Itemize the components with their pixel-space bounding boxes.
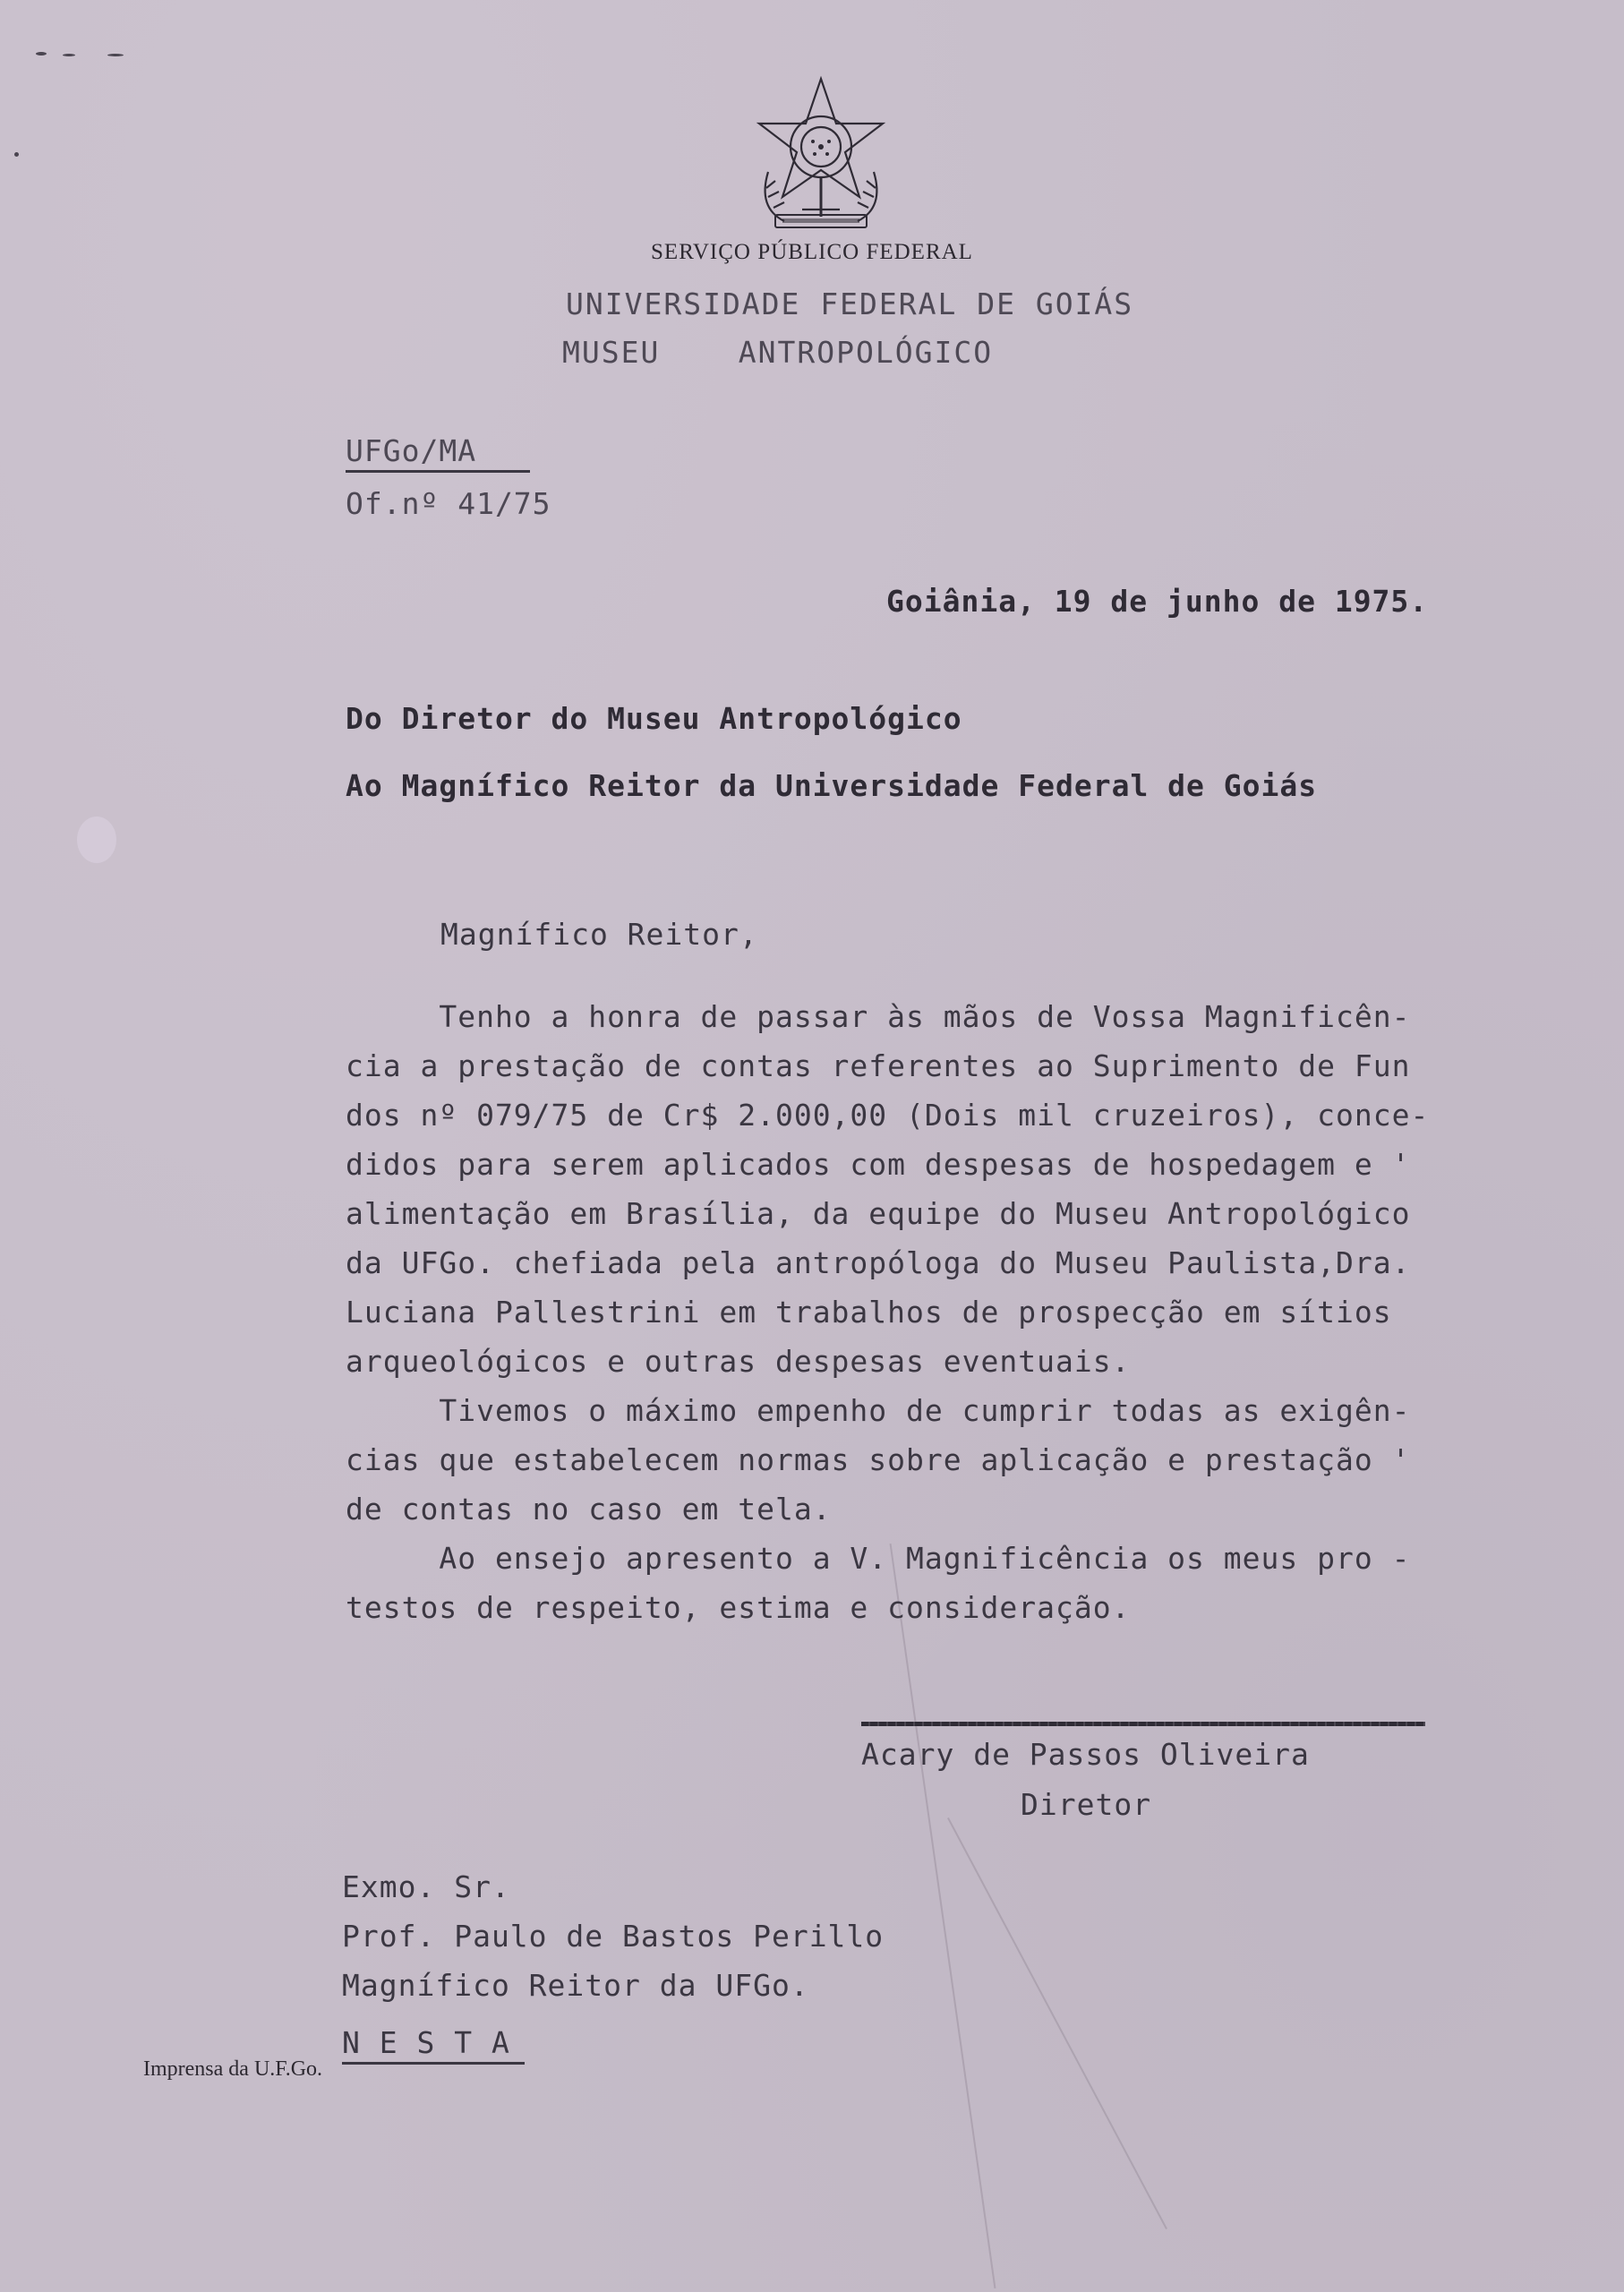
brazil-coat-of-arms-icon [748, 73, 893, 236]
paper-crease [890, 1544, 996, 2288]
recipient-position: Magnífico Reitor da UFGo. [342, 1968, 809, 2003]
signatory-title: Diretor [1021, 1787, 1152, 1822]
signatory-name: Acary de Passos Oliveira [861, 1737, 1310, 1772]
body-line: cia a prestação de contas referentes ao Suprimento de Fun [346, 1048, 1411, 1083]
body-line: alimentação em Brasília, da equipe do Museu Antropológico [346, 1196, 1411, 1231]
service-heading: SERVIÇO PÚBLICO FEDERAL [651, 240, 973, 264]
salutation: Magnífico Reitor, [440, 917, 758, 952]
local-delivery-mark: N E S T A [342, 2025, 510, 2060]
body-line: da UFGo. chefiada pela antropóloga do Museu Paulista,Dra. [346, 1245, 1411, 1280]
printer-imprint: Imprensa da U.F.Go. [143, 2057, 323, 2081]
office-number: Of.nº 41/75 [346, 486, 551, 521]
museum-heading: MUSEU ANTROPOLÓGICO [562, 335, 994, 370]
body-line: Ao ensejo apresento a V. Magnificência os meus pro - [346, 1541, 1411, 1576]
paper-stain [77, 817, 116, 863]
recipient-line: Ao Magnífico Reitor da Universidade Federal de Goiás [346, 768, 1318, 803]
reference-underline [346, 470, 530, 473]
body-line: Tenho a honra de passar às mãos de Vossa Magnificên- [346, 999, 1411, 1034]
body-line: arqueológicos e outras despesas eventuais. [346, 1344, 1131, 1379]
ink-speck [14, 152, 19, 157]
delivery-underline [342, 2062, 525, 2065]
coat-of-arms-seal [748, 73, 893, 236]
signature-line [861, 1722, 1425, 1726]
recipient-salutation: Exmo. Sr. [342, 1869, 510, 1904]
body-line: didos para serem aplicados com despesas de hospedagem e ' [346, 1147, 1411, 1182]
body-line: Luciana Pallestrini em trabalhos de prospecção em sítios [346, 1295, 1392, 1330]
recipient-name: Prof. Paulo de Bastos Perillo [342, 1919, 885, 1954]
ink-speck [107, 54, 124, 56]
date-line: Goiânia, 19 de junho de 1975. [886, 584, 1429, 619]
body-line: Tivemos o máximo empenho de cumprir todas as exigên- [346, 1393, 1411, 1428]
body-line: dos nº 079/75 de Cr$ 2.000,00 (Dois mil cruzeiros), conce- [346, 1098, 1430, 1133]
body-line: de contas no caso em tela. [346, 1492, 832, 1527]
sender-line: Do Diretor do Museu Antropológico [346, 701, 962, 736]
ink-speck [63, 54, 75, 56]
paper-crease [947, 1817, 1167, 2229]
ink-speck [36, 52, 47, 56]
body-line: cias que estabelecem normas sobre aplicação e prestação ' [346, 1442, 1411, 1477]
university-heading: UNIVERSIDADE FEDERAL DE GOIÁS [566, 286, 1134, 321]
reference-code: UFGo/MA [346, 433, 477, 468]
body-line: testos de respeito, estima e consideração. [346, 1590, 1131, 1625]
